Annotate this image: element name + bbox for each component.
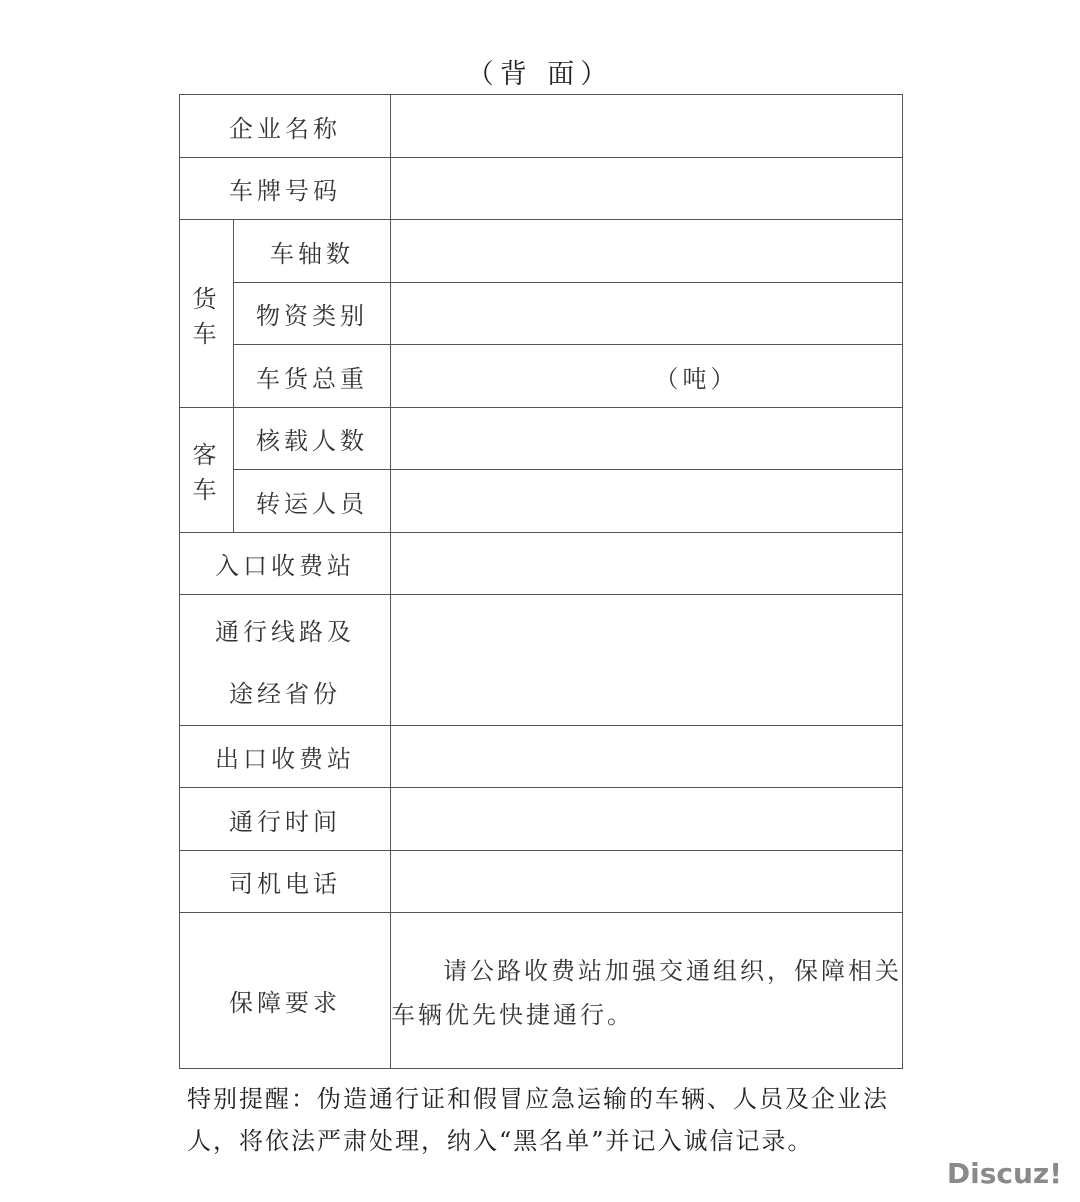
guarantee-label: 保障要求: [180, 913, 391, 1069]
entry-station-field[interactable]: [391, 533, 903, 595]
pass-time-label: 通行时间: [180, 788, 391, 851]
discuz-watermark: Discuz!: [946, 1157, 1062, 1190]
row-bus-capacity: [180, 408, 903, 470]
truck-group-label: 货车: [180, 220, 234, 408]
route-label-line1: 通行线路及: [215, 618, 355, 646]
row-pass-time: [180, 788, 903, 851]
row-plate-number: [180, 158, 903, 220]
page-title: （背 面）: [466, 59, 614, 90]
truck-axles-label: 车轴数: [234, 220, 391, 283]
driver-phone-label: 司机电话: [180, 851, 391, 913]
special-notice: 特别提醒：伪造通行证和假冒应急运输的车辆、人员及企业法人，将依法严肃处理，纳入“黑名单”并记入诚信记录。: [187, 1085, 889, 1155]
goods-type-label: 物资类别: [234, 283, 391, 345]
row-transfer-people: [180, 470, 903, 533]
truck-axles-field[interactable]: [391, 220, 903, 283]
guarantee-text: 请公路收费站加强交通组织，保障相关车辆优先快捷通行。: [391, 957, 902, 1029]
transfer-people-field[interactable]: [391, 470, 903, 533]
exit-station-label: 出口收费站: [180, 726, 391, 788]
row-truck-gross-weight: [180, 345, 903, 408]
transfer-people-label: 转运人员: [234, 470, 391, 533]
route-label-line2: 途经省份: [229, 680, 341, 708]
pass-form-table: [179, 94, 903, 1069]
bus-capacity-field[interactable]: [391, 408, 903, 470]
exit-station-field[interactable]: [391, 726, 903, 788]
pass-time-field[interactable]: [391, 788, 903, 851]
driver-phone-field[interactable]: [391, 851, 903, 913]
plate-number-field[interactable]: [391, 158, 903, 220]
goods-type-field[interactable]: [391, 283, 903, 345]
route-label: [180, 595, 391, 726]
bus-group-label: 客车: [180, 408, 234, 533]
plate-number-label: 车牌号码: [180, 158, 391, 220]
entry-station-label: 入口收费站: [180, 533, 391, 595]
company-name-field[interactable]: [391, 95, 903, 158]
route-field[interactable]: [391, 595, 903, 726]
row-company-name: [180, 95, 903, 158]
row-exit-station: [180, 726, 903, 788]
bus-capacity-label: 核载人数: [234, 408, 391, 470]
row-guarantee: [180, 913, 903, 1069]
gross-weight-field[interactable]: [391, 345, 903, 408]
row-route: [180, 595, 903, 726]
company-name-label: 企业名称: [180, 95, 391, 158]
row-truck-axles: [180, 220, 903, 283]
gross-weight-unit: （吨）: [654, 364, 739, 393]
guarantee-cell: [391, 913, 903, 1069]
gross-weight-label: 车货总重: [234, 345, 391, 408]
row-entry-station: [180, 533, 903, 595]
row-truck-goods-type: [180, 283, 903, 345]
row-driver-phone: [180, 851, 903, 913]
